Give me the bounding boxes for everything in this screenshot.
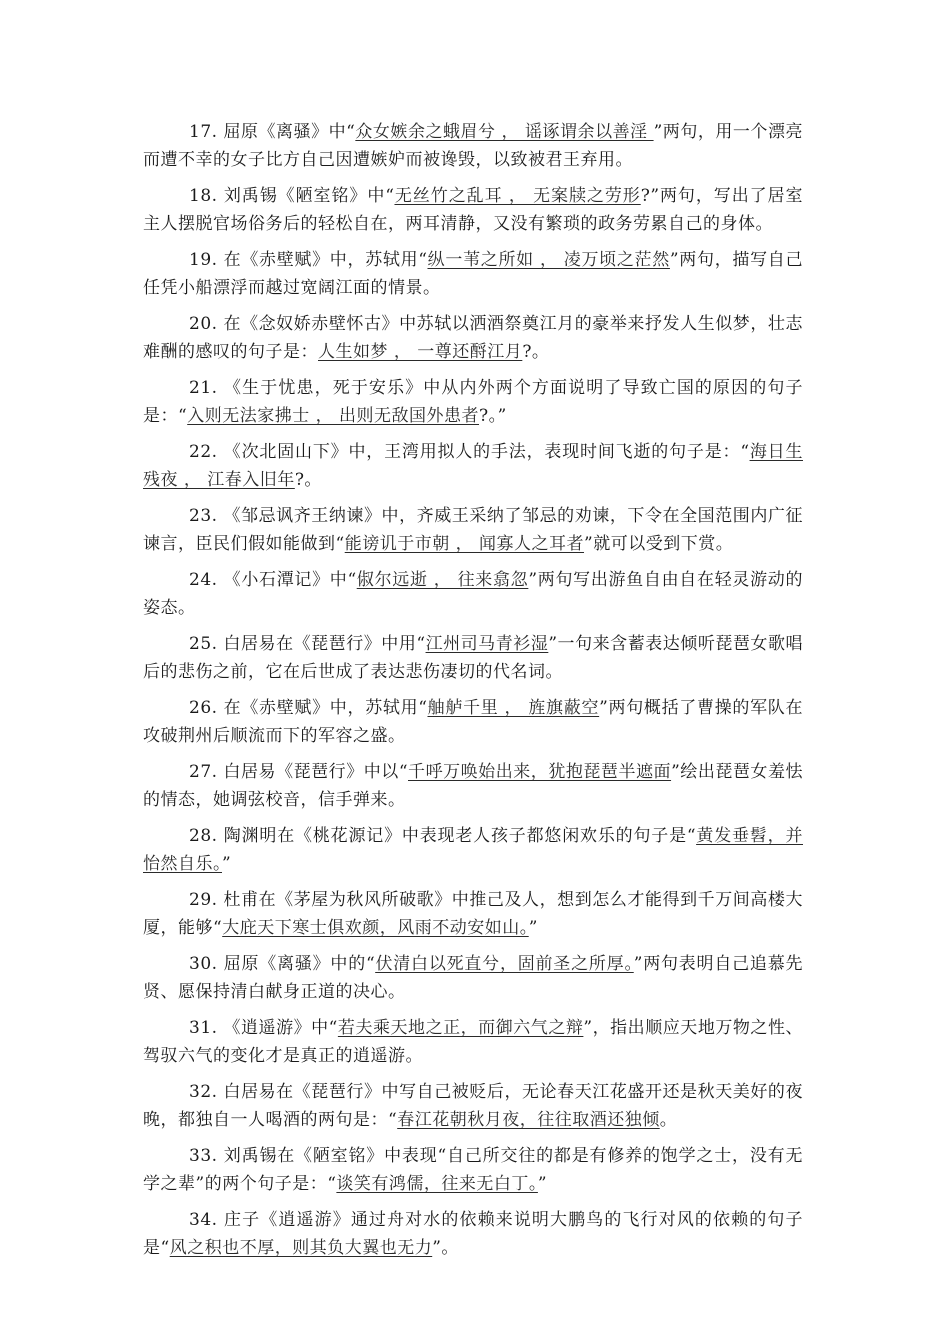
list-item (143, 886, 803, 942)
item-prefix: 30. 屈原《离骚》中的“ (189, 954, 376, 974)
answer-text: 黄发垂髫，并怡然自乐。 (143, 826, 803, 874)
item-suffix: 。 (659, 1110, 678, 1130)
item-prefix: 27. 白居易《琵琶行》中以“ (189, 762, 409, 782)
list-item (143, 310, 803, 366)
item-suffix: ” (537, 1174, 548, 1194)
list-item (143, 1014, 803, 1070)
list-item (143, 182, 803, 238)
answer-text: 俶尔远逝 ， 往来翕忽 (356, 570, 529, 590)
answer-text: 人生如梦 ， 一尊还酹江月 (318, 342, 523, 362)
item-suffix: ?。 (522, 342, 550, 362)
answer-text: 江州司马青衫湿 (425, 634, 549, 654)
answer-text: 纵一苇之所如 ， 凌万顷之茫然 (427, 250, 670, 270)
item-prefix: 28. 陶渊明在《桃花源记》中表现老人孩子都悠闲欢乐的句子是“ (189, 826, 697, 846)
item-prefix: 26. 在《赤壁赋》中，苏轼用“ (189, 698, 428, 718)
answer-text: 大庇天下寒士俱欢颜，风雨不动安如山。 (222, 918, 529, 938)
item-prefix: 23. 《邹忌讽齐王纳谏》中，齐威王采纳了邹忌的劝谏，下令在全国范围内广征谏言，臣民们假如能做到“ (143, 506, 803, 554)
list-item (143, 246, 803, 302)
item-prefix: 34. 庄子《逍遥游》通过舟对水的依赖来说明大鹏鸟的飞行对风的依赖的句子是“ (143, 1210, 803, 1258)
item-prefix: 32. 白居易在《琵琶行》中写自己被贬后，无论春天江花盛开还是秋天美好的夜晚，都独自一人喝酒的两句是：“ (143, 1082, 803, 1130)
item-prefix: 18. 刘禹锡《陋室铭》中“ (189, 186, 395, 206)
item-prefix: 17. 屈原《离骚》中“ (189, 122, 356, 142)
answer-text: 风之积也不厚，则其负大翼也无力 (169, 1238, 433, 1258)
list-item (143, 1142, 803, 1198)
list-item (143, 758, 803, 814)
answer-text: 舳舻千里 ， 旌旗蔽空 (427, 698, 600, 718)
list-item (143, 1206, 803, 1262)
item-suffix: ”两句概括了曹操的军队在攻破荆州后顺流而下的军容之盛。 (143, 698, 803, 746)
answer-text: 谈笑有鸿儒，往来无白丁。 (336, 1174, 538, 1194)
item-suffix: ”两句表明自己追慕先贤、愿保持清白献身正道的决心。 (143, 954, 803, 1002)
answer-text: 能谤讥于市朝 ， 闻寡人之耳者 (344, 534, 585, 554)
item-suffix: ”。 (432, 1238, 459, 1258)
item-prefix: 21. 《生于忧患，死于安乐》中从内外两个方面说明了导致亡国的原因的句子是：“ (143, 378, 803, 426)
list-item (143, 566, 803, 622)
item-prefix: 24. 《小石潭记》中“ (189, 570, 357, 590)
question-list (143, 118, 803, 1270)
item-prefix: 20. 在《念奴娇赤壁怀古》中苏轼以洒酒祭奠江月的豪举来抒发人生似梦，壮志难酬的感叹的句子是： (143, 314, 803, 362)
item-suffix: ”一句来含蓄表达倾听琵琶女歌唱后的悲伤之前，它在后世成了表达悲伤凄切的代名词。 (143, 634, 803, 682)
item-suffix: ?”两句，写出了居室主人摆脱官场俗务后的轻松自在，两耳清静，又没有繁琐的政务劳累自己的身体。 (143, 186, 803, 234)
list-item (143, 694, 803, 750)
list-item (143, 630, 803, 686)
item-suffix: ”两句写出游鱼自由自在轻灵游动的姿态。 (143, 570, 803, 618)
answer-text: 入则无法家拂士 ， 出则无敌国外患者 (187, 406, 480, 426)
list-item (143, 438, 803, 494)
list-item (143, 950, 803, 1006)
answer-text: 千呼万唤始出来，犹抱琵琶半遮面 (408, 762, 672, 782)
item-prefix: 22. 《次北固山下》中，王湾用拟人的手法，表现时间飞逝的句子是：“ (189, 442, 750, 462)
answer-text: 若夫乘天地之正，而御六气之辩 (337, 1018, 584, 1038)
item-suffix: ?。 (294, 470, 322, 490)
answer-text: 无丝竹之乱耳 ， 无案牍之劳形 (394, 186, 641, 206)
answer-text: 海日生残夜 ， 江春入旧年 (143, 442, 803, 490)
item-suffix: ”就可以受到下赏。 (584, 534, 734, 554)
item-suffix: ?。” (479, 406, 507, 426)
item-prefix: 25. 白居易在《琵琶行》中用“ (189, 634, 426, 654)
item-suffix: ” (528, 918, 538, 938)
item-suffix: ”两句，描写自己任凭小船漂浮而越过宽阔江面的情景。 (143, 250, 803, 298)
item-suffix: ”，指出顺应天地万物之性、驾驭六气的变化才是真正的逍遥游。 (143, 1018, 803, 1066)
list-item (143, 374, 803, 430)
item-prefix: 31. 《逍遥游》中“ (189, 1018, 338, 1038)
item-prefix: 29. 杜甫在《茅屋为秋风所破歌》中推己及人，想到怎么才能得到千万间高楼大厦，能够“ (143, 890, 803, 938)
list-item (143, 502, 803, 558)
answer-text: 春江花朝秋月夜，往往取酒还独倾 (397, 1110, 660, 1130)
answer-text: 众女嫉余之蛾眉兮 ， 谣诼谓余以善淫 (355, 122, 654, 142)
answer-text: 伏清白以死直兮，固前圣之所厚。 (375, 954, 634, 974)
item-suffix: ”两句，用一个漂亮而遭不幸的女子比方自己因遭嫉妒而被谗毁，以致被君王弃用。 (143, 122, 803, 170)
item-prefix: 19. 在《赤壁赋》中，苏轼用“ (189, 250, 428, 270)
list-item (143, 118, 803, 174)
list-item (143, 1078, 803, 1134)
list-item (143, 822, 803, 878)
item-suffix: ” (222, 854, 232, 874)
item-prefix: 33. 刘禹锡在《陋室铭》中表现“自己所交往的都是有修养的饱学之士，没有无学之辈”的两个句子是：“ (143, 1146, 803, 1194)
item-suffix: ”绘出琵琶女羞怯的情态，她调弦校音，信手弹来。 (143, 762, 803, 810)
